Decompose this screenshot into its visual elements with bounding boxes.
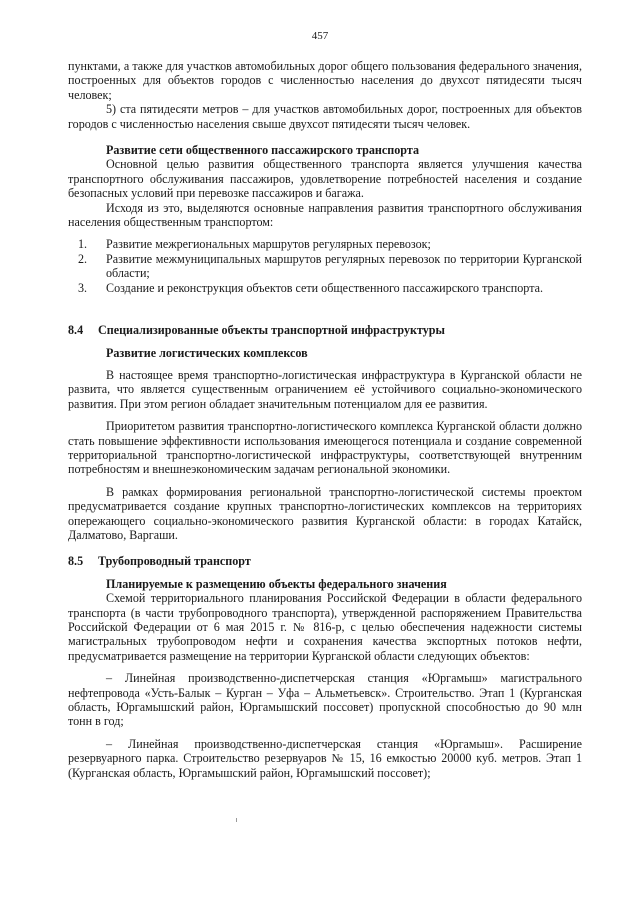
- transport-dev-heading: Развитие сети общественного пассажирского транспорта: [106, 143, 419, 158]
- section-heading: [68, 323, 582, 337]
- section-paragraph: Схемой территориального планирования Российской Федерации в области федерального транспорта (в части трубопроводного транспорта), утвержденной распоряжением Правительства Российской Федерации от 6 мая 2015 г. № 816-р, с целью обеспечения надежности системы магистральных трубопроводом нефти и сохранения качества экспортных потоков нефти, предусматривается размещение на территории Курганской области следующих объектов:: [68, 591, 582, 663]
- transport-dev-paragraph: Основной целью развития общественного транспорта является улучшения качества транспортного обслуживания пассажиров, удовлетворение потребностей населения и создание безопасных условий при перевозке пассажиров и багажа.: [68, 157, 582, 201]
- section-number: 8.5: [68, 554, 84, 569]
- list-item: [68, 252, 582, 281]
- section-paragraph: В рамках формирования региональной транспортно-логистической системы проектом предусматривается создание крупных транспортно-логистических комплексов на территориях опережающего социально-экономического развития Курганской области: в городах Катайск, Далматово, Варгаши.: [68, 484, 582, 542]
- subsection-heading: Развитие логистических комплексов: [106, 345, 308, 360]
- list-item: [68, 237, 582, 251]
- list-item-number: 2.: [78, 251, 88, 266]
- list-item-text: Создание и реконструкция объектов сети общественного пассажирского транспорта.: [106, 280, 544, 295]
- section-title: Трубопроводный транспорт: [98, 554, 251, 569]
- list-item-number: 1.: [78, 237, 88, 252]
- subsection-heading: Планируемые к размещению объекты федерального значения: [106, 576, 447, 591]
- list-item-text: Развитие межрегиональных маршрутов регулярных перевозок;: [106, 237, 431, 252]
- document-body: [68, 59, 582, 780]
- section-number: 8.4: [68, 323, 84, 338]
- section-paragraph: В настоящее время транспортно-логистическая инфраструктура в Курганской области не развита, что является существенным ограничением её устойчивого социально-экономического развития. При этом регион обладает значительным потенциалом для ее развития.: [68, 367, 582, 411]
- section-heading: [68, 554, 582, 568]
- intro-item-5: 5) ста пятидесяти метров – для участков автомобильных дорог, построенных для объектов городов с численностью населения свыше двухсот пятидесяти тысяч человек.: [68, 102, 582, 131]
- scan-mark: [236, 818, 237, 822]
- section-title: Специализированные объекты транспортной инфраструктуры: [98, 323, 445, 338]
- section-paragraph: – Линейная производственно-диспетчерская станция «Юргамыш» магистрального нефтепровода «Усть-Балык – Курган – Уфа – Альметьевск». Строительство. Этап 1 (Курганская область, Юргамышский район, Юргамышский поссовет) пропускной способностью до 90 млн тонн в год;: [68, 671, 582, 729]
- list-item: [68, 281, 582, 295]
- intro-paragraph: пунктами, а также для участков автомобильных дорог общего пользования федерального значения, построенных для объектов городов с численностью населения до двухсот пятидесяти тысяч человек;: [68, 59, 582, 102]
- section-paragraph: Приоритетом развития транспортно-логистического комплекса Курганской области должно стать повышение эффективности использования имеющегося потенциала и создание современной территориальной транспортно-логистической инфраструктуры, соответствующей внутренним потребностям и внешнеэкономическим задачам региональной экономики.: [68, 419, 582, 477]
- list-item-number: 3.: [78, 280, 88, 295]
- transport-dev-paragraph: Исходя из это, выделяются основные направления развития транспортного обслуживания населения общественным транспортом:: [68, 200, 582, 230]
- list-item-text: Развитие межмуниципальных маршрутов регулярных перевозок по территории Курганской области;: [106, 251, 582, 281]
- page-number: 457: [311, 30, 329, 42]
- section-paragraph: – Линейная производственно-диспетчерская станция «Юргамыш». Расширение резервуарного парка. Строительство резервуаров № 15, 16 емкостью 20000 куб. метров. Этап 1 (Курганская область, Юргамышский район, Юргамышский поссовет);: [68, 736, 582, 780]
